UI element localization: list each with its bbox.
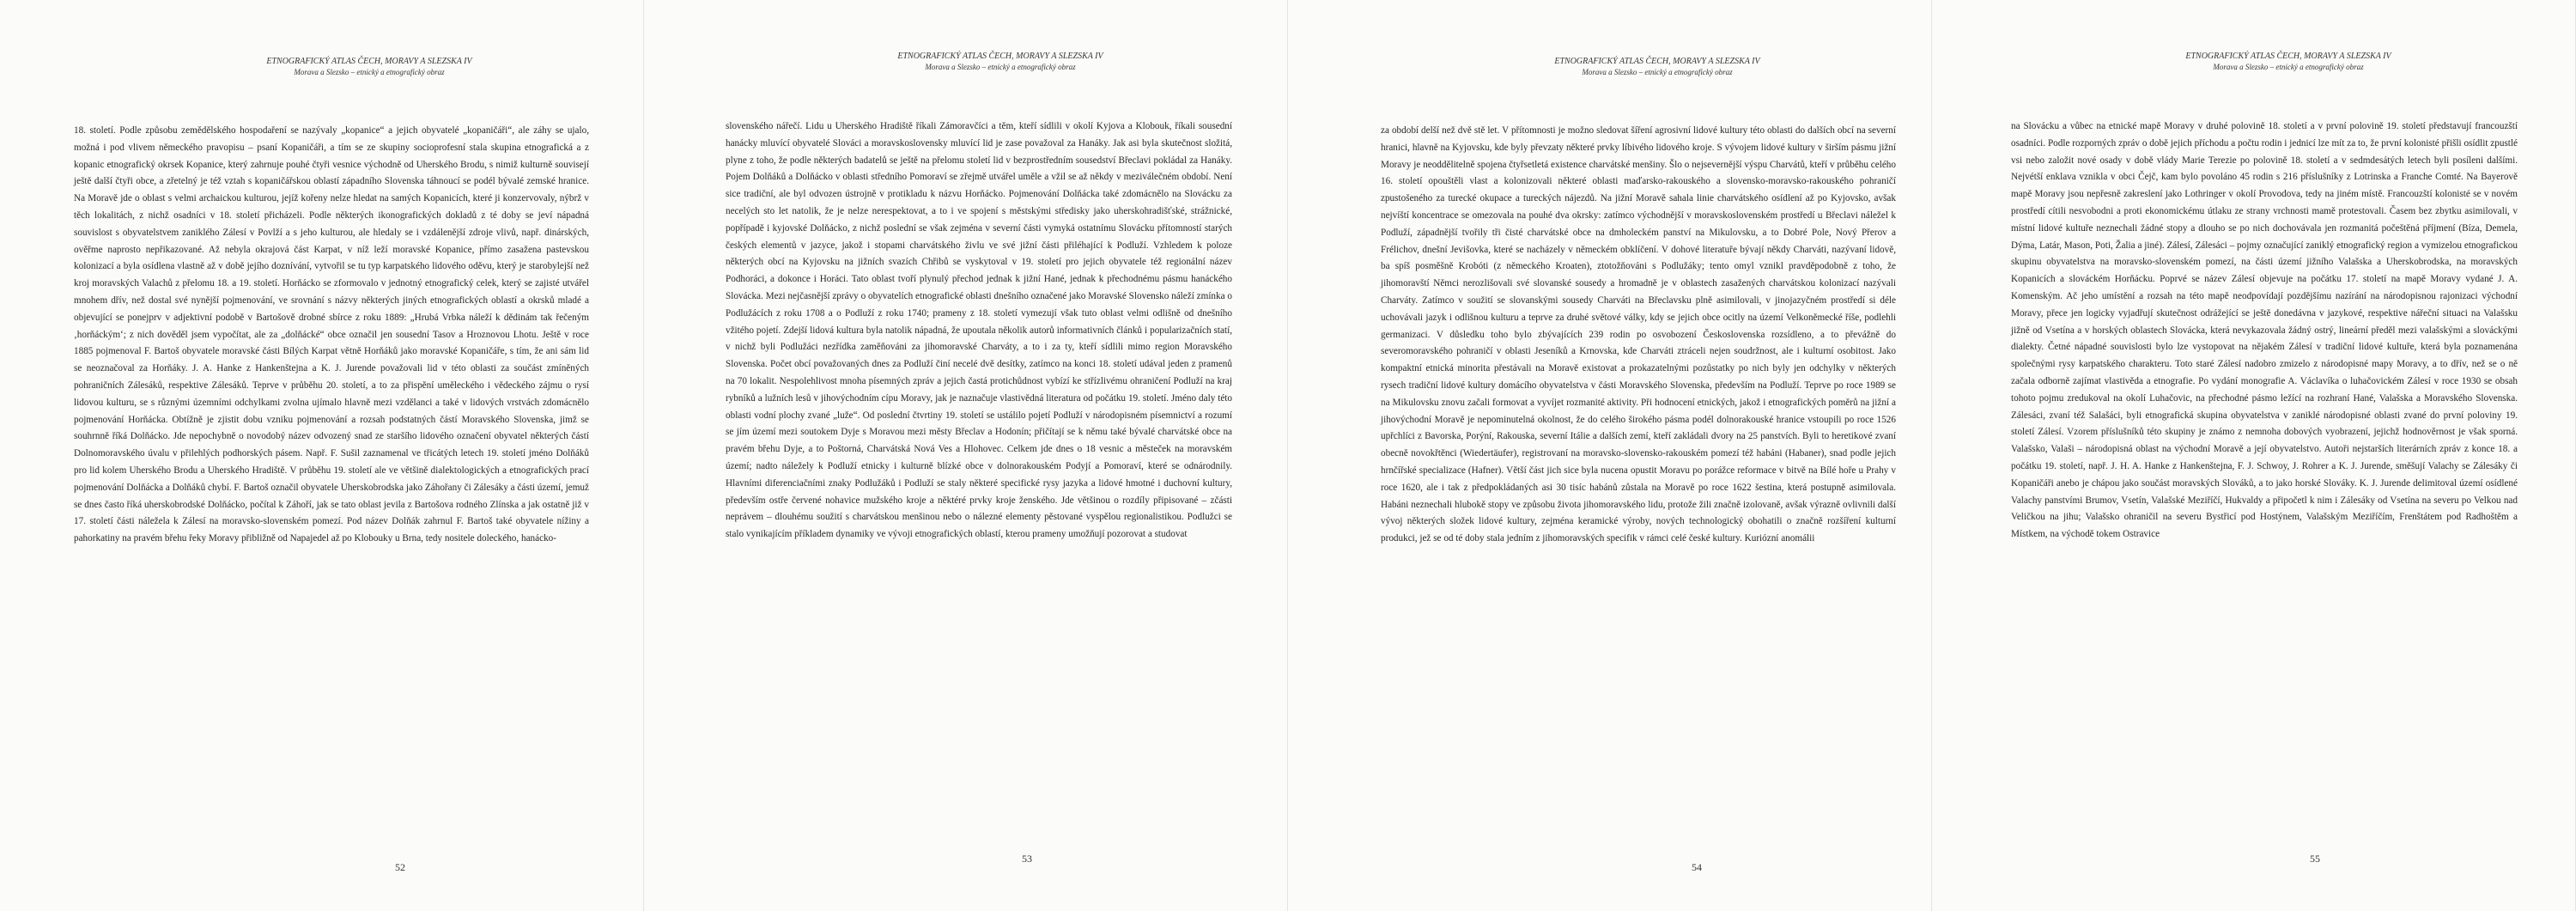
paragraph: na Slovácku a vůbec na etnické mapě Moravy v druhé polovině 18. století a v první polovině 19. století představují francouzští osadníci. Podle rozporných zpráv o době jejich příchodu a počtu rodin i jednicí lze mít za to, že první kolonisté přišli osídlit zpustlé vsi nebo založit nové osady v době vlády Marie Terezie po polovině 18. století a v sedmdesátých letech byli posíleni dalšími. Nejvétší enklava vznikla v obci Čejč, kam bylo povoláno 45 rodin s 216 příslušníky z Lotrinska a Franche Comté. Na Bayerově mapě Moravy jsou nepřesně zakreslení jako Lothringer v okolí Provodova, tedy na jiném místě. Francouzští kolonisté se v novém prostředí cítili nesvobodni a proti ekonomickému útlaku ze strany vrchnosti mamě protestovali. Časem bez zbytku asimilovali, v místní lidové kultuře neznechali žádné stopy a dlouho se po nich dochovávala jen rozmanitá počeštěná příjmení (Bíza, Demela, Dýma, Latár, Mason, Poti, Žalia a jiné). Zálesí, Zálesáci – pojmy označující zaniklý etnografický region a vymizelou etnografickou skupinu obyvatelstva na moravsko-slovenském pomezí, na části území jižního Valašska a Uherskobrodska, na moravských Kopanicích a slováckém Horňácku. Poprvé se název Zálesí objevuje na počátku 17. století na mapě Moravy vydané J. A. Komenským. Ač jeho umístění a rozsah na této mapě neodpovídají pozdějšímu nazírání na národopisnou rajonizaci východní Moravy, přece jen logicky vyjadřují skutečnost odrážející se ještě donedávna v jazykové, respektive nářeční situaci na Valašsku jižně od Vsetína a v horských oblastech Slovácka, která nevykazovala žádný ostrý, lineární předěl mezi valašskými a slováckými dialekty. Četné nápadné souvislosti bylo lze vystopovat na nějakém Zálesí v tradiční lidové kultuře, která byla poznamenána společnými rysy karpatského charakteru. Toto staré Zálesí nadobro zmizelo z národopisné mapy Moravy, a to dřív, než se o ně začala odborně zajímat vlastivěda a etnografie. Po vydání monografie A. Václavíka o luhačovickém Zálesí v roce 1930 se obsah tohoto pojmu zredukoval na okolí Luhačovic, na přechodné pásmo ležící na rozhraní Hané, Valašska a Moravského Slovenska. Zálesáci, zvaní též Salašáci, byli etnografická skupina obyvatelstva v zaniklé národopisné oblasti zvané do první poloviny 19. století Zálesí. Vzorem příslušníků této skupiny je známo z nemnoha dobových vyobrazení, jejichž hodnověrnost je však sporná. Valašsko, Valaši – národopisná oblast na východní Moravě a její obyvatelstvo. Autoři nejstarších literárních zpráv z konce 18. a počátku 19. století, např. J. H. A. Hanke z Hankenštejna, F. J. Schwoy, J. Rohrer a K. J. Jurende, směšují Valachy se Zálesáky či Kopaničáři anebo je chápou jako součást moravských Slováků, a to jako horské Slováky. K. J. Jurende delimitoval území osídlené Valachy panstvími Brumov, Vsetín, Valašské Meziříčí, Hukvaldy a připočetl k nim i Zálesáky od Vsetína na severu po Velkou nad Veličkou na jihu; Valašsko ohraničil na severu Bystřicí pod Hostýnem, Valašským Meziříčím, Frenštátem pod Radhoštěm a Místkem, na východě tokem Ostravice: [2011, 121, 2518, 540]
page-53: [644, 0, 1288, 911]
paragraph: za období delší než dvě stě let. V přítomnosti je možno sledovat šíření agrosivní lidové kultury této oblasti do dalších obcí na severní hranici, hlavně na Kyjovsku, kde byly převzaty některé prvky líbivého lidového kroje. S vývojem lidové kultury v širším pásmu jižní Moravy je neoddělitelně spojena čtyřsetletá existence charvátské menšiny. Šlo o nejsevernější výspu Charvátů, kteří v průběhu celého 16. století opouštěli vlast a kolonizovali některé oblasti maďarsko-rakouského a slovensko-moravsko-rakouského pohraničí zpustošeného za turecké okupace a tureckých nájezdů. Na jižní Moravě sahala linie charvátského osídlení až po Kyjovsko, avšak nejvíští koncentrace se omezovala na pouhé dva okrsky: zatímco východnější v moravskoslovenském prostředí u Břeclavi náležel k Podluží, západnější tvořily tři čisté charvátské obce na dmholeckém panství na Mikulovsku, a to Dobré Pole, Nový Přerov a Frélichov, dnešní Jevišovka, které se nacházely v německém obklíčení. V dohové literatuře bývají někdy Charváti, nazývaní lidově, ba spíš posměšně Krobóti (z německého Kroaten), ztotožňováni s Podlužáky; tento omyl vznikl pravděpodobně z toho, že jihomoravští Němci nerozlišovali své slovanské sousedy a hromadně je v oblastech zasažených charvátskou kolonizací nazývali Charváty. Zatímco v soužití se slovanskými sousedy Charváti na Břeclavsku plně asimilovali, v jinojazyčném prostředí si déle uchovávali jazyk i odlišnou kulturu a teprve za druhé světové války, kdy se jejich obce ocitly na území Velkoněmecké říše, podlehli germanizaci. V důsledku toho bylo zbývajících 239 rodin po osvobození Československa rozsídleno, a to převážně do severomoravského pohraničí v oblasti Jeseníků a Krnovska, kde Charváti ztráceli nejen soudržnost, ale i kulturní osobitost. Jako kompaktní etnická minorita přestávali na Moravě existovat a prokazatelnými pozůstatky po nich byly jen odchylky v některých rysech tradiční lidové kultury domácího obyvatelstva v části Moravského Slovenska, především na Podluží. Teprve po roce 1989 se na Mikulovsku znovu začali formovat a vyvíjet rozmanité aktivity. Při hodnocení etnických, jakož i etnografických poměrů na jižní a jihovýchodní Moravě je nepominutelná okolnost, že do celého širokého pásma podél dolnorakouské hranice vstoupili po roce 1526 upřchlíci z Bavorska, Porýní, Rakouska, severní Itálie a dalších zemí, kteří zakládali dvory na 25 panstvích. Byli to heretikové zvaní obecně novokřtěnci (Wiedertäufer), registrovaní na moravsko-slovensko-rakouském pomezí též habáni (Habaner), snad podle jejich hrnčířské specializace (Hafner). Větší část jich sice byla nucena opustit Moravu po porážce reformace v bitvě na Bílé hoře u Prahy v roce 1620, ale i tak z předpokládaných asi 30 tisíc habánů zůstala na Moravě po roce 1622 šestina, která postupně asimilovala. Habáni neznechali hlubokě stopy ve způsobu života jihomoravského lidu, protože žili značně izolovaně, avšak výrazně ovlivnili další vývoj některých složek lidové kultury, zejména keramické výroby, nových technologický obohatili o značně rozšíření kulturní produkci, jež se od té doby stala jedním z jihomoravských specifik v rámci celé české kultury. Kuriózní anomálii: [1381, 125, 1896, 544]
page-54: [1288, 0, 1932, 911]
page-52: [0, 0, 644, 911]
header-title: ETNOGRAFICKÝ ATLAS ČECH, MORAVY A SLEZSKA IV: [266, 57, 472, 66]
page-number: 52: [395, 861, 405, 873]
page-number: 53: [1022, 853, 1032, 865]
page-number: 55: [2310, 853, 2320, 865]
header-subtitle: Morava a Slezsko – etnický a etnografický obraz: [2213, 63, 2364, 71]
header-subtitle: Morava a Slezsko – etnický a etnografický obraz: [925, 63, 1076, 71]
body-text: [1381, 123, 1896, 548]
body-text: [726, 118, 1232, 544]
running-header: [129, 57, 610, 77]
page-number: 54: [1692, 861, 1702, 873]
header-subtitle: Morava a Slezsko – etnický a etnografický obraz: [1582, 68, 1733, 76]
body-text: [74, 123, 589, 548]
header-subtitle: Morava a Slezsko – etnický a etnografický obraz: [294, 68, 445, 76]
header-title: ETNOGRAFICKÝ ATLAS ČECH, MORAVY A SLEZSKA IV: [1554, 57, 1760, 66]
paragraph: 18. století. Podle způsobu zemědělského hospodaření se nazývaly „kopanice“ a jejich obyvatelé „kopaničáři“, ale záhy se ujalo, možná i pod vlivem německého pravopisu – psaní Kopaničáři, a tím se ze skupiny socioprofesní stala skupina etnografická a z kopanic etnografický okrsek Kopanice, který zahrnuje pouhé čtyři vesnice východně od Uherského Brodu, s nimiž kulturně souvisejí ještě další čtyři obce, a zřetelný je též vztah s kopaničářskou oblastí západního Slovenska táhnoucí se podél bývalé zemské hranice. Na Moravě jde o oblast s velmi archaickou kulturou, jejíž kořeny nelze hledat na samých Kopanicích, které ji konzervovaly, nýbrž v těch lokalitách, z nichž osadníci v 18. století přicházeli. Podle některých ikonografických dokladů z té doby se jeví nápadná souvislost s obyvatelstvem zaniklého Zálesí v Povlží a s jeho kulturou, ale hledaly se i vzdálenější zdroje vlivů, např. dinárských, ověřme naprosto nepřikazované. Až nebyla okrajová část Karpat, v níž leží moravské Kopanice, přímo zasažena pastevskou kolonizací a byla osídlena vlastně až v době jejího doznívání, vytvořil se tu typ karpatského lidového oděvu, který je starobylejší než kroj moravských Valachů z přelomu 18. a 19. století. Horňácko se zformovalo v jednotný etnografický celek, který se zajisté utvářel mnohem dřív, než dostal své nynější pojmenování, ve srovnání s názvy některých jiných etnografických oblastí a okrsků mladé a objevující se ponejprv v adjektivní podobě v Bartošově drobné sbírce z roku 1889: „Hrubá Vrbka náleží k dědinám tak řečeným ‚horňáckým‘; z nich dověděl jsem vypočítat, ale za „dolňácké“ obce označil jen sousední Tasov a Hroznovou Lhotu. Ještě v roce 1885 pojmenoval F. Bartoš obyvatele moravské části Bílých Karpat větně Horňáků jako moravské Kopaničáře, s tím, že ani sám lid se neoznačoval za Horňáky. J. A. Hanke z Hankenštejna a K. J. Jurende považovali lid v této oblasti za součást zmíněných pohraničních Zálesáků, respektive Zálesáků. Teprve v průběhu 20. století, a to za přispění uměleckého i vědeckého zájmu o rysí lidovou kulturu, se s různými územními odchylkami zvolna ujímalo hlavně mezi vzdělanci a také v lidových vrstvách zdomácnělo pojmenování Horňácka. Obtížně je zjistit dobu vzniku pojmenování a rozsah podstatných částí Moravského Slovenska, jimž se souhrnně říká Dolňácko. Jde nepochybně o novodobý název odvozený snad ze staršího lidového označení obyvatel některých částí Dolnomoravského úvalu v přilehlých podhorských pásem. Např. F. Sušil zaznamenal ve třicátých letech 19. století jméno Dolňáků pro lid kolem Uherského Brodu a Uherského Hradiště. V průběhu 19. století ale ve většině dialektologických a etnografických prací pojmenování Dolňácka a Dolňáků chybí. F. Bartoš označil obyvatele Uherskobrodska jako Záhořany či Zálesáky a části území, jemuž se dnes často říká uherskobrodské Dolňácko, počítal k Záhoří, jak se tato oblast jevila z Bartošova rodného Zlínska a jak ostatně již v 17. století části náležela k Zálesí na moravsko-slovenském pomezí. Pod název Dolňák zahrnul F. Bartoš také obyvatele nížiny a pahorkatiny na pravém břehu řeky Moravy přibližně od Napajedel až po Klobouky u Brna, tedy nositele doleckého, hanácko-: [74, 125, 589, 544]
page-55: [1932, 0, 2576, 911]
running-header: [1434, 57, 1880, 77]
paragraph: slovenského nářečí. Lidu u Uherského Hradiště říkali Zámoravčíci a těm, kteří sídlili v okolí Kyjova a Klobouk, říkali sousední hanácky mluvící obyvatelé Slováci a moravskoslovensky mluvící lid je zase považoval za Hanáky. Jak asi byla skutečnost složitá, plyne z toho, že podle některých badatelů se ještě na přelomu století lid v bezprostředním sousedství Břeclavi pokládal za Hanáky. Pojem Dolňáků a Dolňácko v oblasti středního Pomoraví se zřejmě utvářel uměle a vžil se až někdy v meziválečném období. Není sice tradiční, ale byl odvozen ústrojně v protikladu k názvu Horňácko. Pojmenování Dolňácka také zdomácnělo na Slovácku za necelých sto let natolik, že je nelze nerespektovat, a to i ve spojení s městskými středisky jako uherskohradišťské, strážnické, popřípadě i kyjovské Dolňácko, z nichž poslední se však zejména v severní části vymyká ostatnímu Slovácku přítomností starých českých elementů v jazyce, jakož i stopami charvátského živlu ve své jižní části přiléhající k Podluží. Vzhledem k poloze některých obcí na Kyjovsku na jižních svazích Chřibů se vyskytoval v 19. století pro jejich obyvatele též regionální název Podhoráci, a dokonce i Horáci. Tato oblast tvoří plynulý přechod jednak k jižní Hané, jednak k přechodnému pásmu hanáckého Slovácka. Mezi nejčasnější zprávy o obyvatelích etnografické oblasti dnešního označené jako Moravské Slovensko náleží zmínka o Podlužácích z roku 1708 a o Podluží z roku 1740; prameny z 18. století vymezují však tuto oblast velmi odlišně od dnešního vžitého pojetí. Zdejší lidová kultura byla natolik nápadná, že upoutala několik autorů informativních článků i popularizačních statí, v nichž byli Podlužáci nezřídka zaměňováni za jihomoravské Charváty, a to i za ty, kteří sídlili mimo region Moravského Slovenska. Počet obcí považovaných dnes za Podluží činí necelé dvě desítky, zatímco na konci 18. století udával jeden z pramenů na 70 lokalit. Nespolehlivost mnoha písemných zpráv a jejich častá protichůdnost vybízí ke střízlivému ohraničení Podluží na kraj rybníků a lužních lesů v jihovýchodním cípu Moravy, jak je naznačuje vlastivědná literatura od počátku 19. století. Jméno daly této oblasti vodní plochy zvané „luže“. Od poslední čtvrtiny 19. století se ustálilo pojetí Podluží v národopisném písemnictví a rozumí se jím území mezi soutokem Dyje s Moravou mezi městy Břeclav a Hodonín; přičítají se k němu také bývalé charvátské obce na pravém břehu Dyje, a to Poštorná, Charvátská Nová Ves a Hlohovec. Celkem jde dnes o 18 vesnic a městeček na moravském území; nadto náležely k Podluží etnicky i kulturně blízké obce v dolnorakouském Podyjí a Pomoraví, které se odnárodnily. Hlavními diferenciačními znaky Podlužáků i Podluží se staly některé specifické rysy jazyka a lidové hmotné i duchovní kultury, především ostře červené nohavice mužského kroje a něktéré prvky kroje ženského. Jde většinou o rozdíly připisované – zčásti neprávem – dlouhému soužití s charvátskou menšinou nebo o nálezné elementy pěstované vyspělou regionalistikou. Podlužci se stalo vynikajícím příkladem dynamiky ve vývoji etnografických oblastí, kterou prameny umožňují pozorovat a studovat: [726, 121, 1232, 540]
header-title: ETNOGRAFICKÝ ATLAS ČECH, MORAVY A SLEZSKA IV: [897, 52, 1103, 61]
running-header: [2052, 52, 2524, 72]
body-text: [2011, 118, 2518, 544]
running-header: [764, 52, 1236, 72]
header-title: ETNOGRAFICKÝ ATLAS ČECH, MORAVY A SLEZSKA IV: [2185, 52, 2391, 61]
